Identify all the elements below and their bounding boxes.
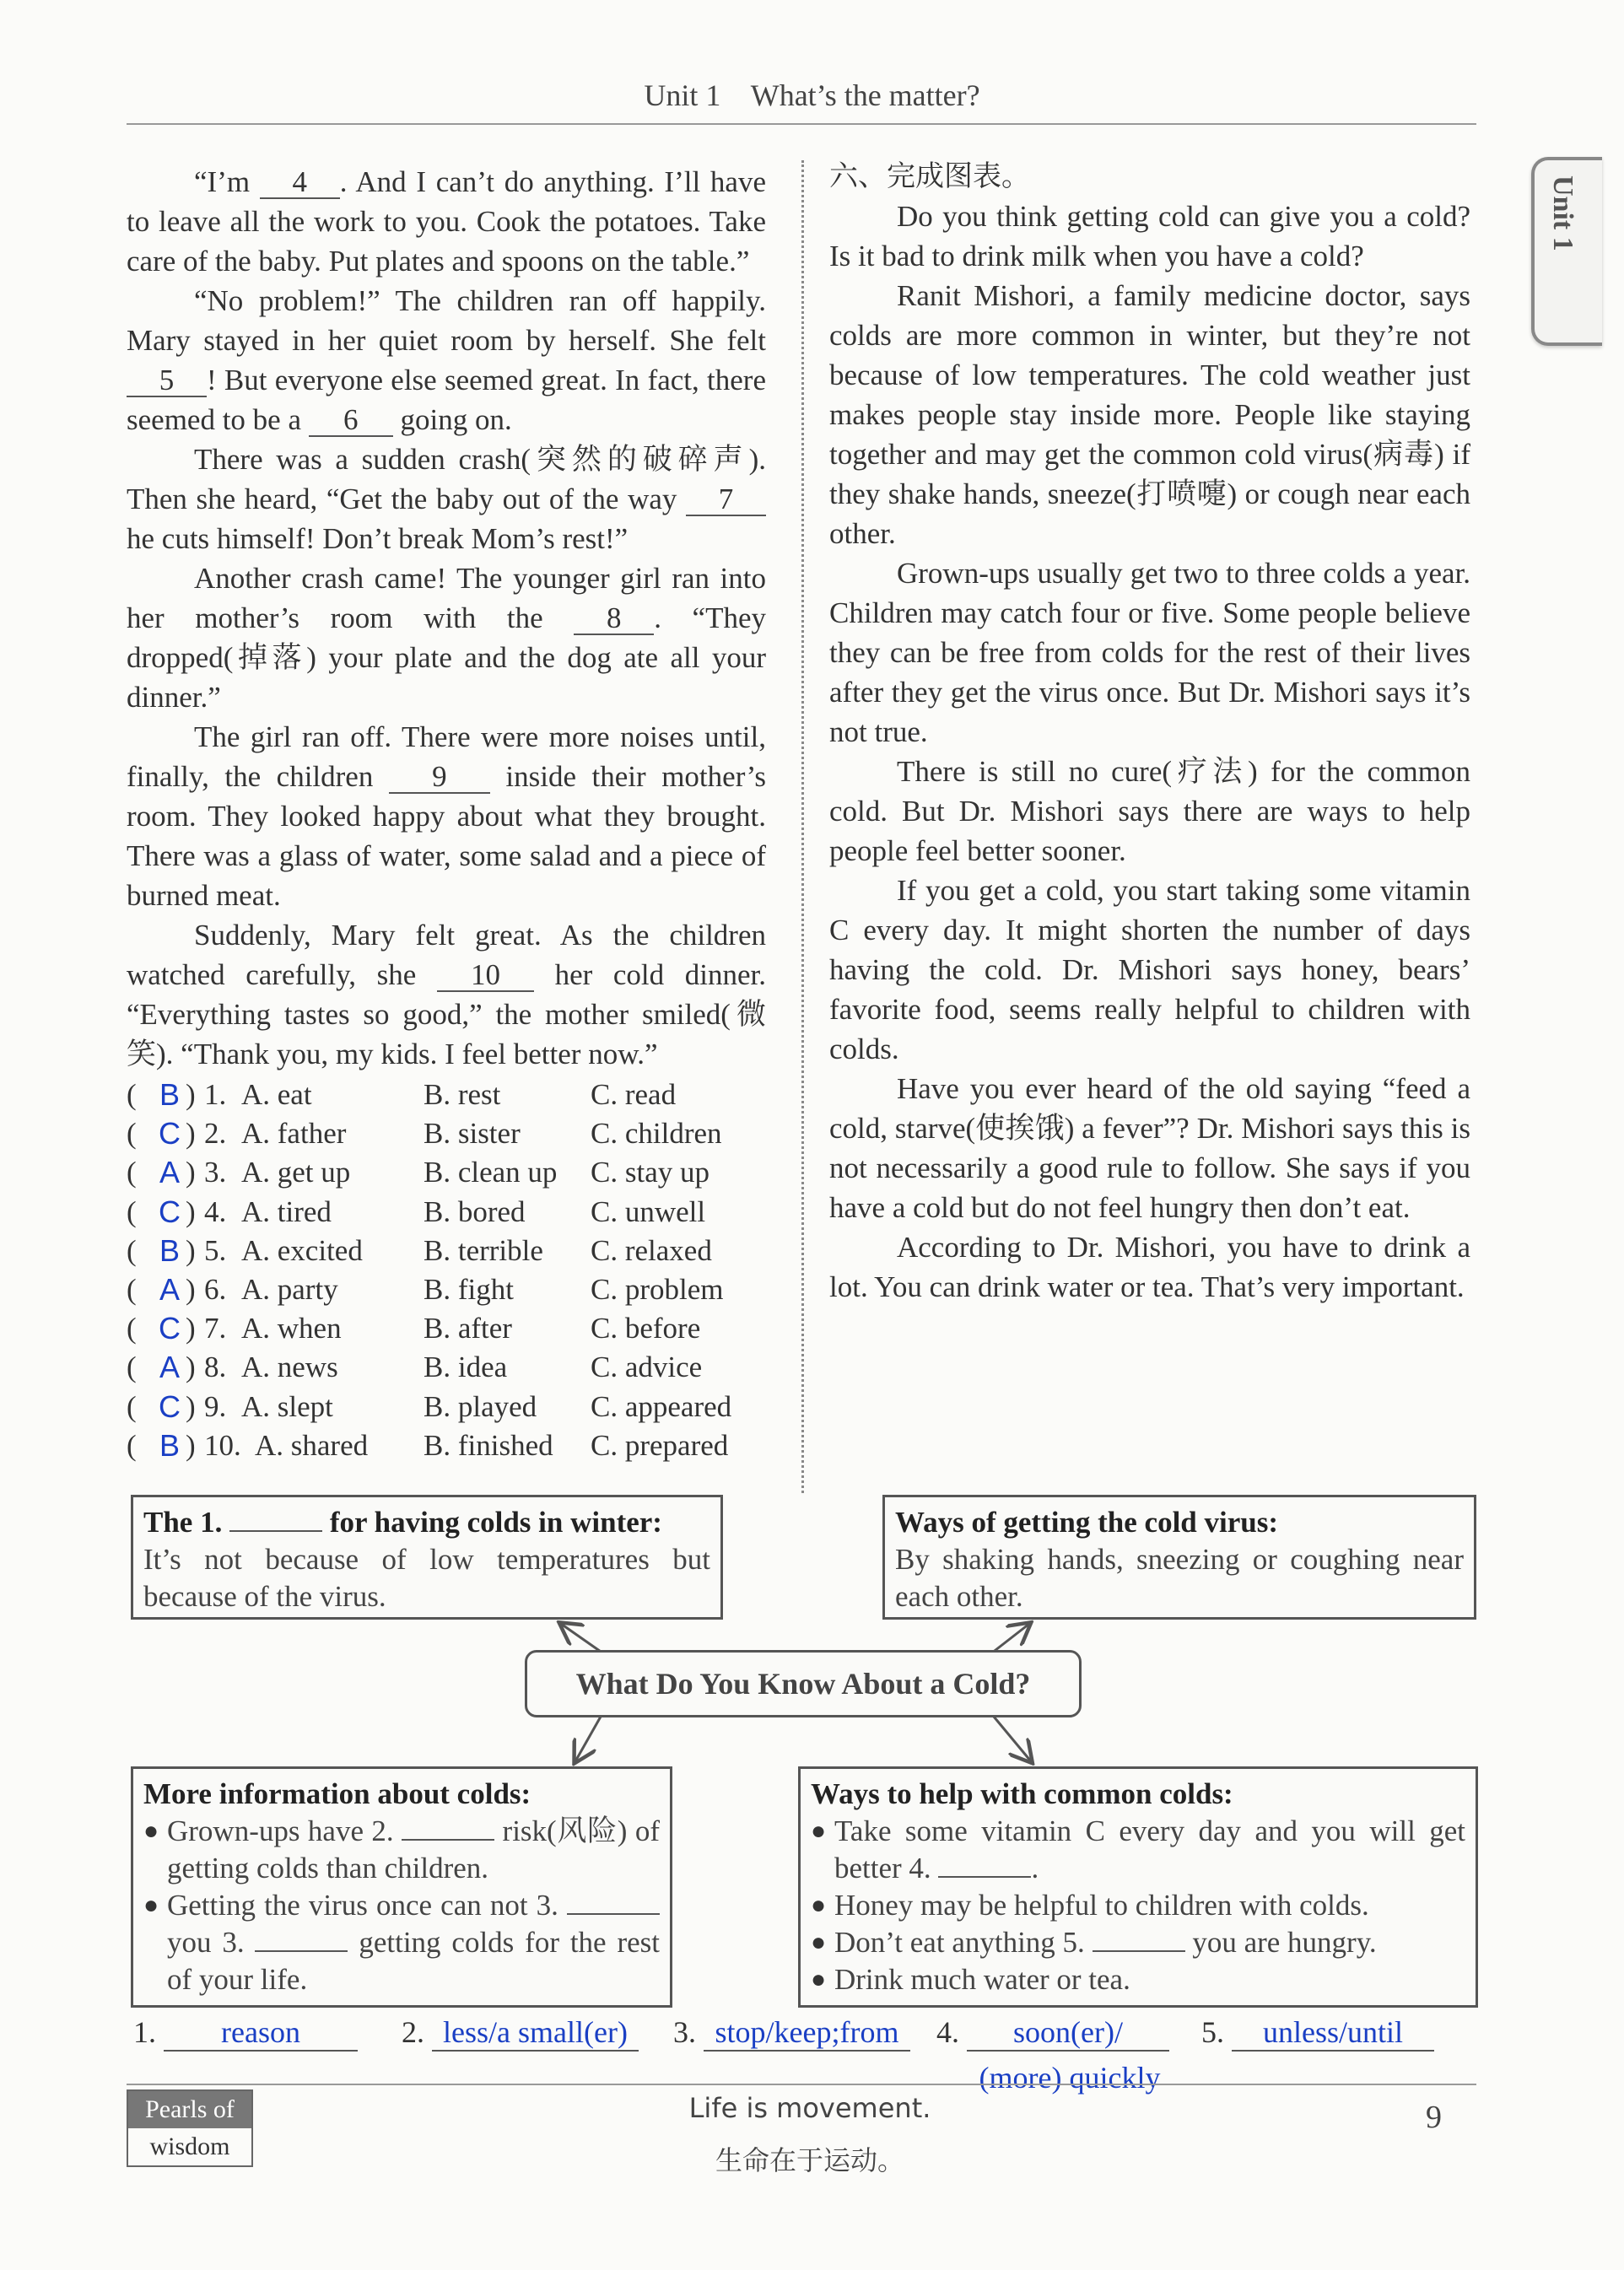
bullet-item: ● Grown-ups have 2. risk(风险) of getting colds than children. xyxy=(143,1814,660,1884)
option-c: C. advice xyxy=(591,1351,703,1384)
option-b: B. rest xyxy=(424,1078,501,1111)
option-number: 9. xyxy=(204,1389,227,1423)
story-paragraph: “I’m 4 . And I can’t do anything. I’ll have to leave all the work to you. Cook the potatoes. Take care of the baby. Put plates and spoons on the table.” xyxy=(127,165,766,278)
bullet-item: ● Drink much water or tea. xyxy=(811,1963,1130,1996)
box-body: It’s not because of low temperatures but because of the virus. xyxy=(143,1543,710,1613)
story-paragraph: There was a sudden crash(突然的破碎声). Then she heard, “Get the baby out of the way 7 he cuts himself! Don’t break Mom’s rest!” xyxy=(127,443,766,555)
option-a: A. get up xyxy=(241,1156,351,1189)
page-header-title: Unit 1 What’s the matter? xyxy=(644,78,980,112)
story-paragraph: Another crash came! The younger girl ran into her mother’s room with the 8 . “They dropped(掉落) your plate and the dog ate all your dinner.” xyxy=(127,562,766,714)
paren-open: ( xyxy=(127,1117,137,1151)
paren-open: ( xyxy=(127,1428,137,1462)
blank-3a xyxy=(567,1888,660,1915)
option-number: 8. xyxy=(204,1351,227,1384)
answer-letter: A xyxy=(159,1155,180,1190)
option-c: C. unwell xyxy=(591,1194,706,1228)
option-a: A. slept xyxy=(241,1389,333,1423)
paren-open: ( xyxy=(127,1351,137,1384)
blank-6: 6 xyxy=(309,405,393,437)
paren-open: ( xyxy=(127,1233,137,1267)
box-title: The 1. for having colds in winter: xyxy=(143,1506,662,1539)
option-b: B. after xyxy=(424,1312,512,1345)
article-paragraph: If you get a cold, you start taking some vitamin C every day. It might shorten the number of days having the cold. Dr. Mishori says honey, bears’ favorite food, seems really helpful to children with colds. xyxy=(829,874,1470,1065)
answer-letter: B xyxy=(159,1077,180,1112)
blank-7: 7 xyxy=(686,484,766,516)
answer-1: 1. reason xyxy=(133,2014,358,2052)
answer-letter: B xyxy=(159,1427,180,1463)
blank-5 xyxy=(1093,1925,1185,1952)
option-a: A. father xyxy=(241,1117,347,1151)
answer-2: 2. less/a small(er) xyxy=(402,2014,639,2052)
answer-letter: C xyxy=(159,1116,181,1151)
box-title: More information about colds: xyxy=(143,1777,531,1810)
paren-close: ) xyxy=(186,1312,196,1345)
option-c: C. read xyxy=(591,1078,677,1111)
option-a: A. tired xyxy=(241,1194,332,1228)
paren-open: ( xyxy=(127,1312,137,1345)
box-body: By shaking hands, sneezing or coughing near each other. xyxy=(895,1543,1464,1613)
motto-english: Life is movement. xyxy=(688,2092,931,2124)
option-c: C. appeared xyxy=(591,1389,732,1423)
paren-close: ) xyxy=(186,1078,196,1111)
option-b: B. terrible xyxy=(424,1233,543,1267)
option-b: B. sister xyxy=(424,1117,521,1151)
answer-3: 3. stop/keep;from xyxy=(673,2014,910,2052)
option-b: B. fight xyxy=(424,1273,514,1307)
story-paragraph: “No problem!” The children ran off happily. Mary stayed in her quiet room by herself. She felt 5 ! But everyone else seemed great. In fact, there seemed to be a 6 going on. xyxy=(127,284,766,436)
option-a: A. party xyxy=(241,1273,338,1307)
answer-letter: A xyxy=(159,1350,180,1385)
option-c: C. relaxed xyxy=(591,1233,712,1267)
motto-chinese: 生命在于运动。 xyxy=(715,2144,904,2176)
paren-open: ( xyxy=(127,1389,137,1423)
blank-4: 4 xyxy=(260,167,340,199)
paren-open: ( xyxy=(127,1273,137,1307)
blank-4 xyxy=(938,1851,1031,1878)
option-b: B. played xyxy=(424,1389,537,1423)
answer-4: 4. soon(er)/ xyxy=(936,2014,1169,2052)
box-title: Ways of getting the cold virus: xyxy=(895,1506,1279,1539)
arrow-to-reason xyxy=(561,1624,603,1653)
option-b: B. idea xyxy=(424,1351,508,1384)
option-number: 1. xyxy=(204,1078,227,1111)
answer-letter: C xyxy=(159,1388,181,1424)
blank-10: 10 xyxy=(437,960,534,992)
article-paragraph: There is still no cure(疗法) for the common cold. But Dr. Mishori says there are ways to help people feel better sooner. xyxy=(829,755,1470,867)
pearls-label-bottom: wisdom xyxy=(149,2133,230,2160)
story-paragraph: The girl ran off. There were more noises until, finally, the children 9 inside their mother’s room. They looked happy about what they brought. There was a glass of water, some salad and a piece of burned meat. xyxy=(127,720,766,912)
option-a: A. news xyxy=(241,1351,338,1384)
paren-close: ) xyxy=(186,1194,196,1228)
answer-5: 5. unless/until xyxy=(1201,2014,1434,2052)
paren-close: ) xyxy=(186,1389,196,1423)
box-title: Ways to help with common colds: xyxy=(811,1777,1233,1810)
option-b: B. bored xyxy=(424,1194,526,1228)
option-b: B. finished xyxy=(424,1428,553,1462)
paren-close: ) xyxy=(186,1117,196,1151)
bullet-item: ● Take some vitamin C every day and you will get better 4. . xyxy=(811,1814,1465,1884)
chart-box-more-info xyxy=(131,1766,672,2008)
answer-letter: C xyxy=(159,1311,181,1346)
center-topic-box: What Do You Know About a Cold? xyxy=(525,1650,1082,1717)
option-a: A. shared xyxy=(255,1428,369,1462)
pearls-of-wisdom-badge xyxy=(127,2089,253,2167)
article-paragraph: Have you ever heard of the old saying “feed a cold, starve(使挨饿) a fever”? Dr. Mishori says this is not necessarily a good rule to follow. She says if you have a cold but do not feel hungry then don’t eat. xyxy=(829,1072,1470,1224)
option-a: A. eat xyxy=(241,1078,312,1111)
answer-letter: B xyxy=(159,1232,180,1268)
paren-open: ( xyxy=(127,1078,137,1111)
bullet-item: ● Don’t eat anything 5. you are hungry. xyxy=(811,1926,1377,1959)
bullet-item: ● Honey may be helpful to children with colds. xyxy=(811,1889,1369,1922)
pearls-label-top: Pearls of xyxy=(128,2091,251,2128)
paren-close: ) xyxy=(186,1233,196,1267)
option-number: 3. xyxy=(204,1156,227,1189)
story-paragraph: Suddenly, Mary felt great. As the children watched carefully, she 10 her cold dinner. “Everything tastes so good,” the mother smiled(微笑). “Thank you, my kids. I feel better now.” xyxy=(127,919,766,1070)
paren-close: ) xyxy=(186,1428,196,1462)
paren-open: ( xyxy=(127,1156,137,1189)
arrow-to-more-info xyxy=(575,1717,601,1761)
option-number: 10. xyxy=(204,1428,241,1462)
answer-letter: C xyxy=(159,1194,181,1229)
option-number: 7. xyxy=(204,1312,227,1345)
paren-open: ( xyxy=(127,1194,137,1228)
option-number: 6. xyxy=(204,1273,227,1307)
option-c: C. stay up xyxy=(591,1156,709,1189)
option-a: A. when xyxy=(241,1312,342,1345)
blank-9: 9 xyxy=(389,762,490,794)
page-number: 9 xyxy=(1426,2100,1442,2135)
paren-close: ) xyxy=(186,1156,196,1189)
footer-rule xyxy=(127,2084,1476,2085)
blank-8: 8 xyxy=(574,603,654,635)
arrow-to-ways-virus xyxy=(991,1624,1029,1653)
option-c: C. before xyxy=(591,1312,701,1345)
option-b: B. clean up xyxy=(424,1156,558,1189)
option-number: 4. xyxy=(204,1194,227,1228)
section-title: 六、完成图表。 xyxy=(829,159,1030,193)
article-paragraph: Do you think getting cold can give you a cold? Is it bad to drink milk when you have a cold? xyxy=(829,200,1470,272)
article-paragraph: Ranit Mishori, a family medicine doctor, says colds are more common in winter, but they’re not because of low temperatures. The cold weather just makes people stay inside more. People like staying together and may get the common cold virus(病毒) if they shake hands, sneeze(打喷嚏) or cough near each other. xyxy=(829,279,1470,550)
answer-letter: A xyxy=(159,1272,180,1308)
bullet-item: ● Getting the virus once can not 3. you 3. getting colds for the rest of your life. xyxy=(143,1889,660,1996)
blank-5: 5 xyxy=(127,365,207,397)
paren-close: ) xyxy=(186,1273,196,1307)
option-c: C. prepared xyxy=(591,1428,729,1462)
article-paragraph: According to Dr. Mishori, you have to drink a lot. You can drink water or tea. That’s very important. xyxy=(829,1231,1470,1303)
chart-box-ways-help xyxy=(798,1766,1478,2008)
option-c: C. problem xyxy=(591,1273,724,1307)
option-a: A. excited xyxy=(241,1233,363,1267)
answer-4-continued: (more) quickly xyxy=(979,2061,1161,2095)
paren-close: ) xyxy=(186,1351,196,1384)
arrow-to-help xyxy=(994,1717,1031,1761)
option-number: 2. xyxy=(204,1117,227,1151)
article-paragraph: Grown-ups usually get two to three colds a year. Children may catch four or five. Some people believe they can be free from colds for the rest of their lives after they get the virus once. But Dr. Mishori says it’s not true. xyxy=(829,557,1470,748)
blank-3b xyxy=(255,1925,348,1952)
option-c: C. children xyxy=(591,1117,722,1151)
option-number: 5. xyxy=(204,1233,227,1267)
unit-tab-label: Unit 1 xyxy=(1547,175,1578,251)
blank-2 xyxy=(402,1814,494,1841)
